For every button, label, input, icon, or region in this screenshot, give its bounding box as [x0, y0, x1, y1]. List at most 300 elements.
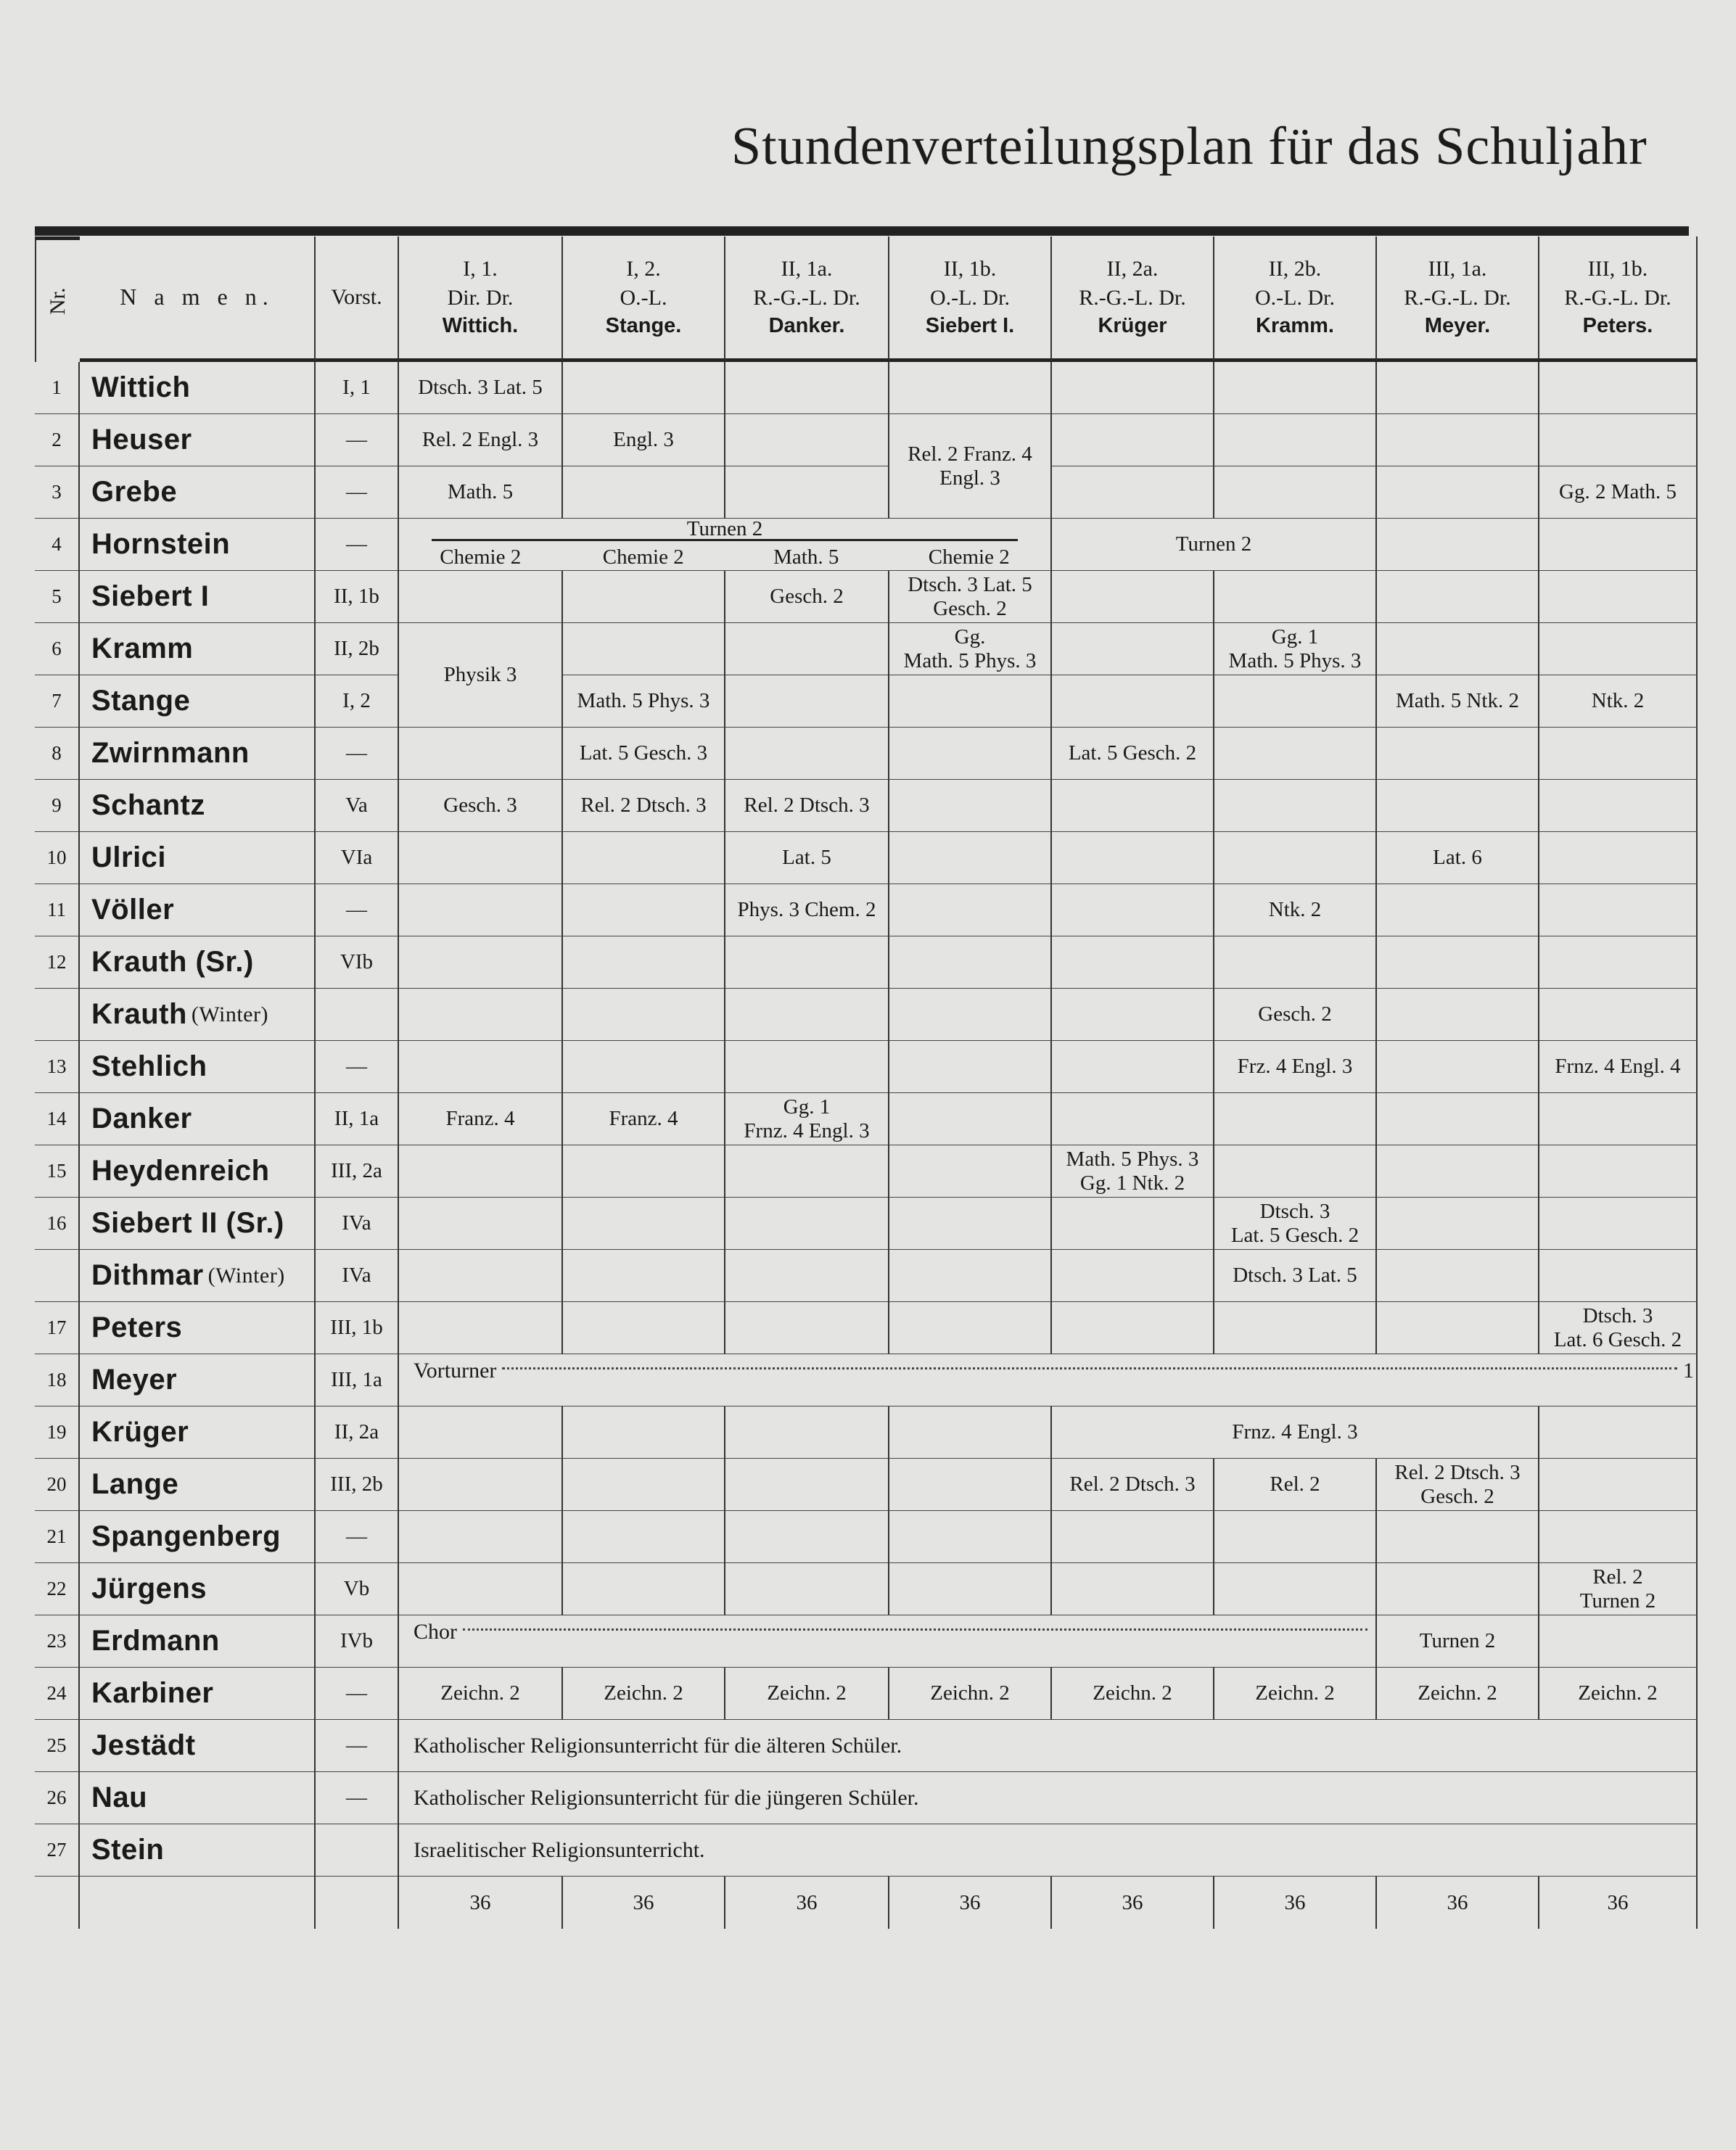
- subject-entry: Rel. 2 Turnen 2: [1539, 1563, 1698, 1615]
- subject-entry: Zeichn. 2: [1214, 1668, 1377, 1720]
- vorsteher-class: IVb: [316, 1615, 399, 1668]
- row-nr: 24: [35, 1668, 80, 1720]
- table-cell: [563, 1511, 725, 1563]
- vorsteher-class: IVa: [316, 1198, 399, 1250]
- table-cell: [399, 1511, 563, 1563]
- header-class-teacher: Danker.: [768, 314, 845, 338]
- table-cell: [563, 571, 725, 623]
- row-nr: 22: [35, 1563, 80, 1615]
- teacher-name-note: (Winter): [191, 1002, 268, 1026]
- header-class-rank: Dir. Dr.: [447, 285, 514, 310]
- subject-entry: Lat. 5 Gesch. 3: [563, 728, 725, 780]
- subject-entry: Gesch. 2: [1214, 989, 1377, 1041]
- teacher-name-text: Grebe: [91, 476, 178, 508]
- table-cell: [1052, 780, 1214, 832]
- teacher-name: [80, 623, 316, 675]
- subject-entry: Math. 5 Phys. 3: [563, 675, 725, 728]
- header-class-teacher: Meyer.: [1424, 314, 1491, 338]
- header-class-cls: I, 1.: [463, 257, 498, 281]
- header-class: [1377, 236, 1539, 362]
- subject-entry: Turnen 2: [1377, 1615, 1539, 1668]
- table-cell: [1052, 1511, 1214, 1563]
- table-cell: [1539, 414, 1698, 466]
- row-nr: 5: [35, 571, 80, 623]
- table-cell: [1377, 623, 1539, 675]
- table-cell: [1539, 623, 1698, 675]
- teacher-name: [80, 989, 316, 1041]
- table-cell: [563, 623, 725, 675]
- teacher-name: [80, 1406, 316, 1459]
- teacher-name-text: Krauth: [91, 998, 187, 1031]
- table-cell: [889, 1406, 1052, 1459]
- row-nr: 7: [35, 675, 80, 728]
- subject-entry: Gesch. 3: [399, 780, 563, 832]
- teacher-name: [80, 780, 316, 832]
- subject-entry: Dtsch. 3 Lat. 6 Gesch. 2: [1539, 1302, 1698, 1354]
- subject-entry: Rel. 2 Dtsch. 3 Gesch. 2: [1377, 1459, 1539, 1511]
- teacher-name-text: Spangenberg: [91, 1520, 281, 1553]
- header-class: [1214, 236, 1377, 362]
- hours-total: 36: [1052, 1877, 1214, 1929]
- turnen-brace: [399, 519, 1052, 571]
- row-nr: 2: [35, 414, 80, 466]
- table-cell: [1539, 1145, 1698, 1198]
- table-cell: [1214, 1145, 1377, 1198]
- vorsteher-class: —: [316, 1041, 399, 1093]
- table-cell: [725, 1250, 889, 1302]
- religion-note: Katholischer Religionsunterricht für die jüngeren Schüler.: [399, 1772, 1698, 1824]
- table-cell: [725, 414, 889, 466]
- teacher-name: [80, 1145, 316, 1198]
- table-cell: [399, 884, 563, 936]
- teacher-name-text: Völler: [91, 894, 175, 926]
- table-cell: [1539, 519, 1698, 571]
- table-cell: [1539, 1198, 1698, 1250]
- table-cell: [889, 1302, 1052, 1354]
- teacher-name: [80, 1198, 316, 1250]
- table-cell: [725, 1041, 889, 1093]
- row-nr: 26: [35, 1772, 80, 1824]
- teacher-name: [80, 571, 316, 623]
- vorsteher-class: Va: [316, 780, 399, 832]
- header-class-rank: R.-G.-L. Dr.: [1564, 285, 1671, 310]
- table-cell: [563, 1250, 725, 1302]
- table-cell: [1377, 1145, 1539, 1198]
- table-cell: [1214, 1302, 1377, 1354]
- table-cell: [1377, 1041, 1539, 1093]
- header-rule: [35, 226, 1689, 236]
- row-nr: 11: [35, 884, 80, 936]
- table-cell: [399, 1406, 563, 1459]
- vorsteher-class: [316, 989, 399, 1041]
- subject-entry: Ntk. 2: [1214, 884, 1377, 936]
- table-cell: [725, 1145, 889, 1198]
- table-cell: [399, 1250, 563, 1302]
- teacher-name: [80, 1354, 316, 1406]
- table-cell: [563, 1302, 725, 1354]
- table-cell: [725, 1563, 889, 1615]
- teacher-name-text: Stehlich: [91, 1050, 207, 1083]
- subject-entry: Math. 5 Ntk. 2: [1377, 675, 1539, 728]
- teacher-name: [80, 1250, 316, 1302]
- table-cell: [725, 1406, 889, 1459]
- table-cell: [725, 466, 889, 519]
- header-vorst: Vorst.: [316, 236, 399, 362]
- subject-entry: Ntk. 2: [1539, 675, 1698, 728]
- vorsteher-class: Vb: [316, 1563, 399, 1615]
- vorsteher-class: II, 2a: [316, 1406, 399, 1459]
- subject-entry: Lat. 6: [1377, 832, 1539, 884]
- table-cell: [889, 832, 1052, 884]
- teacher-name-text: Ulrici: [91, 841, 167, 874]
- table-cell: [725, 1302, 889, 1354]
- row-nr: 14: [35, 1093, 80, 1145]
- table-cell: [1377, 780, 1539, 832]
- subject-entry: Physik 3: [399, 623, 563, 728]
- teacher-name-text: Hornstein: [91, 528, 231, 561]
- subject-entry: Turnen 2: [1052, 519, 1377, 571]
- header-class-teacher: Kramm.: [1256, 314, 1334, 338]
- subject-entry: Zeichn. 2: [1539, 1668, 1698, 1720]
- row-nr: 9: [35, 780, 80, 832]
- teacher-name: [80, 1563, 316, 1615]
- teacher-name: [80, 1668, 316, 1720]
- table-cell: [1214, 1093, 1377, 1145]
- table-cell: [399, 1145, 563, 1198]
- table-cell: [889, 1563, 1052, 1615]
- table-cell: [1214, 832, 1377, 884]
- vorsteher-class: II, 2b: [316, 623, 399, 675]
- row-nr: 17: [35, 1302, 80, 1354]
- row-nr: 18: [35, 1354, 80, 1406]
- table-cell: [1377, 728, 1539, 780]
- vorsteher-class: [316, 1824, 399, 1877]
- vorsteher-class: III, 1a: [316, 1354, 399, 1406]
- header-class-rank: R.-G.-L. Dr.: [1079, 285, 1186, 310]
- teacher-name: [80, 1615, 316, 1668]
- vorsteher-class: II, 1b: [316, 571, 399, 623]
- table-cell: [1377, 1250, 1539, 1302]
- table-cell: [1377, 466, 1539, 519]
- teacher-name-text: Meyer: [91, 1364, 178, 1396]
- subject-entry: Rel. 2 Dtsch. 3: [563, 780, 725, 832]
- subject-entry: Zeichn. 2: [1377, 1668, 1539, 1720]
- table-cell: [889, 884, 1052, 936]
- subject-entry: Rel. 2: [1214, 1459, 1377, 1511]
- row-nr: [35, 989, 80, 1041]
- teacher-name: [80, 362, 316, 414]
- teacher-name-text: Wittich: [91, 371, 191, 404]
- subject-entry: Math. 5 Phys. 3 Gg. 1 Ntk. 2: [1052, 1145, 1214, 1198]
- table-cell: [1377, 1198, 1539, 1250]
- table-cell: [889, 1041, 1052, 1093]
- table-cell: [1052, 675, 1214, 728]
- teacher-name: [80, 1093, 316, 1145]
- row-nr: 20: [35, 1459, 80, 1511]
- table-cell: [1539, 1615, 1698, 1668]
- vorsteher-class: IVa: [316, 1250, 399, 1302]
- table-cell: [1214, 414, 1377, 466]
- subject-entry: Dtsch. 3 Lat. 5 Gesch. 2: [889, 571, 1052, 623]
- row-nr: 10: [35, 832, 80, 884]
- dotted-leader: [502, 1359, 1677, 1370]
- teacher-name-text: Siebert II (Sr.): [91, 1207, 284, 1240]
- teacher-name: [80, 1302, 316, 1354]
- table-cell: [1539, 362, 1698, 414]
- hours-total: 36: [1539, 1877, 1698, 1929]
- teacher-name-text: Krüger: [91, 1416, 189, 1449]
- table-cell: [725, 1459, 889, 1511]
- teacher-name-text: Peters: [91, 1311, 183, 1344]
- header-class-cls: II, 1b.: [943, 257, 997, 281]
- teacher-name-text: Stange: [91, 685, 191, 717]
- row-nr: 6: [35, 623, 80, 675]
- table-cell: [1539, 571, 1698, 623]
- table-cell: [1539, 780, 1698, 832]
- header-class: [399, 236, 563, 362]
- table-cell: [399, 1459, 563, 1511]
- schedule-table: [35, 236, 1695, 1930]
- table-cell: [1214, 780, 1377, 832]
- table-cell: [399, 936, 563, 989]
- table-cell: [1052, 832, 1214, 884]
- table-cell: [889, 1511, 1052, 1563]
- table-cell: [316, 1877, 399, 1929]
- vorsteher-class: —: [316, 414, 399, 466]
- subject-entry: Phys. 3 Chem. 2: [725, 884, 889, 936]
- row-nr: 3: [35, 466, 80, 519]
- vorsteher-class: —: [316, 1772, 399, 1824]
- row-nr: 21: [35, 1511, 80, 1563]
- table-cell: [1052, 466, 1214, 519]
- table-cell: [563, 1041, 725, 1093]
- table-cell: [399, 989, 563, 1041]
- header-class-teacher: Peters.: [1582, 314, 1653, 338]
- table-cell: [889, 362, 1052, 414]
- teacher-name: [80, 832, 316, 884]
- table-cell: [563, 1145, 725, 1198]
- vorsteher-class: —: [316, 519, 399, 571]
- subject-entry: Dtsch. 3 Lat. 5 Gesch. 2: [1214, 1198, 1377, 1250]
- teacher-name-text: Nau: [91, 1782, 148, 1814]
- hours-total: 36: [563, 1877, 725, 1929]
- hours-total: 36: [889, 1877, 1052, 1929]
- subject-entry: Franz. 4: [563, 1093, 725, 1145]
- subject-entry: Rel. 2 Franz. 4 Engl. 3: [889, 414, 1052, 519]
- table-cell: [399, 1041, 563, 1093]
- subject-entry: Dtsch. 3 Lat. 5: [1214, 1250, 1377, 1302]
- teacher-name: [80, 936, 316, 989]
- table-cell: [1214, 675, 1377, 728]
- teacher-name-text: Schantz: [91, 789, 205, 822]
- header-class-teacher: Wittich.: [442, 314, 519, 338]
- table-cell: [399, 1198, 563, 1250]
- table-cell: [563, 1406, 725, 1459]
- table-cell: [563, 1198, 725, 1250]
- vorsteher-class: —: [316, 466, 399, 519]
- row-nr: 16: [35, 1198, 80, 1250]
- teacher-name: [80, 1459, 316, 1511]
- teacher-name: [80, 884, 316, 936]
- table-cell: [725, 675, 889, 728]
- table-cell: [889, 728, 1052, 780]
- table-cell: [563, 1459, 725, 1511]
- table-cell: [1539, 1511, 1698, 1563]
- table-cell: [1052, 884, 1214, 936]
- header-class-cls: II, 1a.: [781, 257, 833, 281]
- teacher-name-text: Heydenreich: [91, 1155, 270, 1187]
- table-cell: [1052, 1563, 1214, 1615]
- subject-entry: Frnz. 4 Engl. 4: [1539, 1041, 1698, 1093]
- table-cell: [725, 623, 889, 675]
- vorsteher-class: VIb: [316, 936, 399, 989]
- page-title: Stundenverteilungsplan für das Schuljahr: [731, 117, 1647, 176]
- table-cell: [399, 571, 563, 623]
- header-class-cls: III, 1b.: [1587, 257, 1648, 281]
- subject-entry: Lat. 5 Gesch. 2: [1052, 728, 1214, 780]
- header-class-rank: R.-G.-L. Dr.: [753, 285, 860, 310]
- vorsteher-class: III, 1b: [316, 1302, 399, 1354]
- table-cell: [1539, 832, 1698, 884]
- vorsteher-class: —: [316, 1511, 399, 1563]
- teacher-name-note: (Winter): [207, 1263, 285, 1288]
- teacher-name: [80, 1824, 316, 1877]
- teacher-name-text: Erdmann: [91, 1625, 220, 1657]
- subject-entry: Frz. 4 Engl. 3: [1214, 1041, 1377, 1093]
- subject-entry: Gg. 2 Math. 5: [1539, 466, 1698, 519]
- table-cell: [1052, 623, 1214, 675]
- table-cell: [1052, 571, 1214, 623]
- subject-entry: Zeichn. 2: [563, 1668, 725, 1720]
- subject-entry: Math. 5: [399, 466, 563, 519]
- table-cell: [1539, 884, 1698, 936]
- teacher-name-text: Heuser: [91, 424, 192, 456]
- table-cell: [80, 1877, 316, 1929]
- header-class: [889, 236, 1052, 362]
- table-cell: [889, 936, 1052, 989]
- subject-entry: Frnz. 4 Engl. 3: [1052, 1406, 1539, 1459]
- teacher-name: [80, 1772, 316, 1824]
- table-cell: [563, 936, 725, 989]
- subject-entry: Zeichn. 2: [399, 1668, 563, 1720]
- table-cell: [1377, 1093, 1539, 1145]
- table-cell: [1214, 936, 1377, 989]
- subject-entry: Gg. 1 Math. 5 Phys. 3: [1214, 623, 1377, 675]
- table-cell: [563, 832, 725, 884]
- table-cell: [725, 936, 889, 989]
- row-nr: [35, 1250, 80, 1302]
- header-class-cls: I, 2.: [626, 257, 661, 281]
- vorturner-hours: 1: [1683, 1359, 1694, 1383]
- subject-entry: Chemie 2: [602, 545, 684, 569]
- table-cell: [1214, 1563, 1377, 1615]
- header-class: [563, 236, 725, 362]
- table-cell: [725, 1198, 889, 1250]
- table-cell: [399, 832, 563, 884]
- teacher-name-text: Dithmar: [91, 1259, 204, 1292]
- table-cell: [1052, 1198, 1214, 1250]
- subject-entry: Zeichn. 2: [725, 1668, 889, 1720]
- row-nr: 19: [35, 1406, 80, 1459]
- teacher-name-text: Karbiner: [91, 1677, 214, 1710]
- header-namen: N a m e n.: [80, 236, 316, 362]
- vorturner-label: Vorturner: [414, 1359, 497, 1383]
- teacher-name-text: Jestädt: [91, 1729, 196, 1762]
- table-cell: [889, 1250, 1052, 1302]
- teacher-name: [80, 1041, 316, 1093]
- vorsteher-class: —: [316, 1720, 399, 1772]
- table-cell: [1214, 571, 1377, 623]
- table-cell: [563, 989, 725, 1041]
- header-class: [1052, 236, 1214, 362]
- row-nr: 25: [35, 1720, 80, 1772]
- table-cell: [1377, 414, 1539, 466]
- table-cell: [725, 1511, 889, 1563]
- vorsteher-class: VIa: [316, 832, 399, 884]
- teacher-name: [80, 1720, 316, 1772]
- table-cell: [1377, 362, 1539, 414]
- teacher-name-text: Lange: [91, 1468, 179, 1501]
- chor-line: [399, 1615, 1377, 1668]
- table-cell: [1214, 362, 1377, 414]
- vorsteher-class: III, 2a: [316, 1145, 399, 1198]
- vorsteher-class: I, 1: [316, 362, 399, 414]
- hours-total: 36: [1214, 1877, 1377, 1929]
- teacher-name-text: Kramm: [91, 633, 194, 665]
- table-cell: [399, 1302, 563, 1354]
- header-class-teacher: Siebert I.: [925, 314, 1015, 338]
- hours-total: 36: [399, 1877, 563, 1929]
- table-cell: [1539, 1406, 1698, 1459]
- row-nr: 13: [35, 1041, 80, 1093]
- table-cell: [1052, 1041, 1214, 1093]
- vorsteher-class: —: [316, 1668, 399, 1720]
- teacher-name-text: Zwirnmann: [91, 737, 250, 770]
- table-cell: [889, 1145, 1052, 1198]
- row-nr: 12: [35, 936, 80, 989]
- teacher-name-text: Krauth (Sr.): [91, 946, 254, 979]
- table-cell: [563, 884, 725, 936]
- subject-entry: Rel. 2 Engl. 3: [399, 414, 563, 466]
- hours-total: 36: [725, 1877, 889, 1929]
- subject-entry: Dtsch. 3 Lat. 5: [399, 362, 563, 414]
- table-cell: [725, 989, 889, 1041]
- teacher-name: [80, 414, 316, 466]
- subject-entry: Math. 5: [773, 545, 839, 569]
- table-cell: [889, 1459, 1052, 1511]
- header-nr: Nr.: [35, 236, 80, 362]
- table-cell: [889, 675, 1052, 728]
- table-cell: [1052, 414, 1214, 466]
- vorsteher-class: I, 2: [316, 675, 399, 728]
- subject-entry: Zeichn. 2: [889, 1668, 1052, 1720]
- subject-entry: Rel. 2 Dtsch. 3: [1052, 1459, 1214, 1511]
- subject-entry: Engl. 3: [563, 414, 725, 466]
- religion-note: Katholischer Religionsunterricht für die älteren Schüler.: [399, 1720, 1698, 1772]
- subject-entry: Lat. 5: [725, 832, 889, 884]
- table-cell: [725, 728, 889, 780]
- row-nr: 23: [35, 1615, 80, 1668]
- table-cell: [1214, 728, 1377, 780]
- header-class-teacher: Stange.: [605, 314, 682, 338]
- header-class-cls: III, 1a.: [1428, 257, 1487, 281]
- subject-entry: Gg. 1 Frnz. 4 Engl. 3: [725, 1093, 889, 1145]
- header-class-teacher: Krüger: [1098, 314, 1167, 338]
- vorsteher-class: —: [316, 884, 399, 936]
- table-cell: [1052, 1302, 1214, 1354]
- table-cell: [1377, 989, 1539, 1041]
- header-class: [725, 236, 889, 362]
